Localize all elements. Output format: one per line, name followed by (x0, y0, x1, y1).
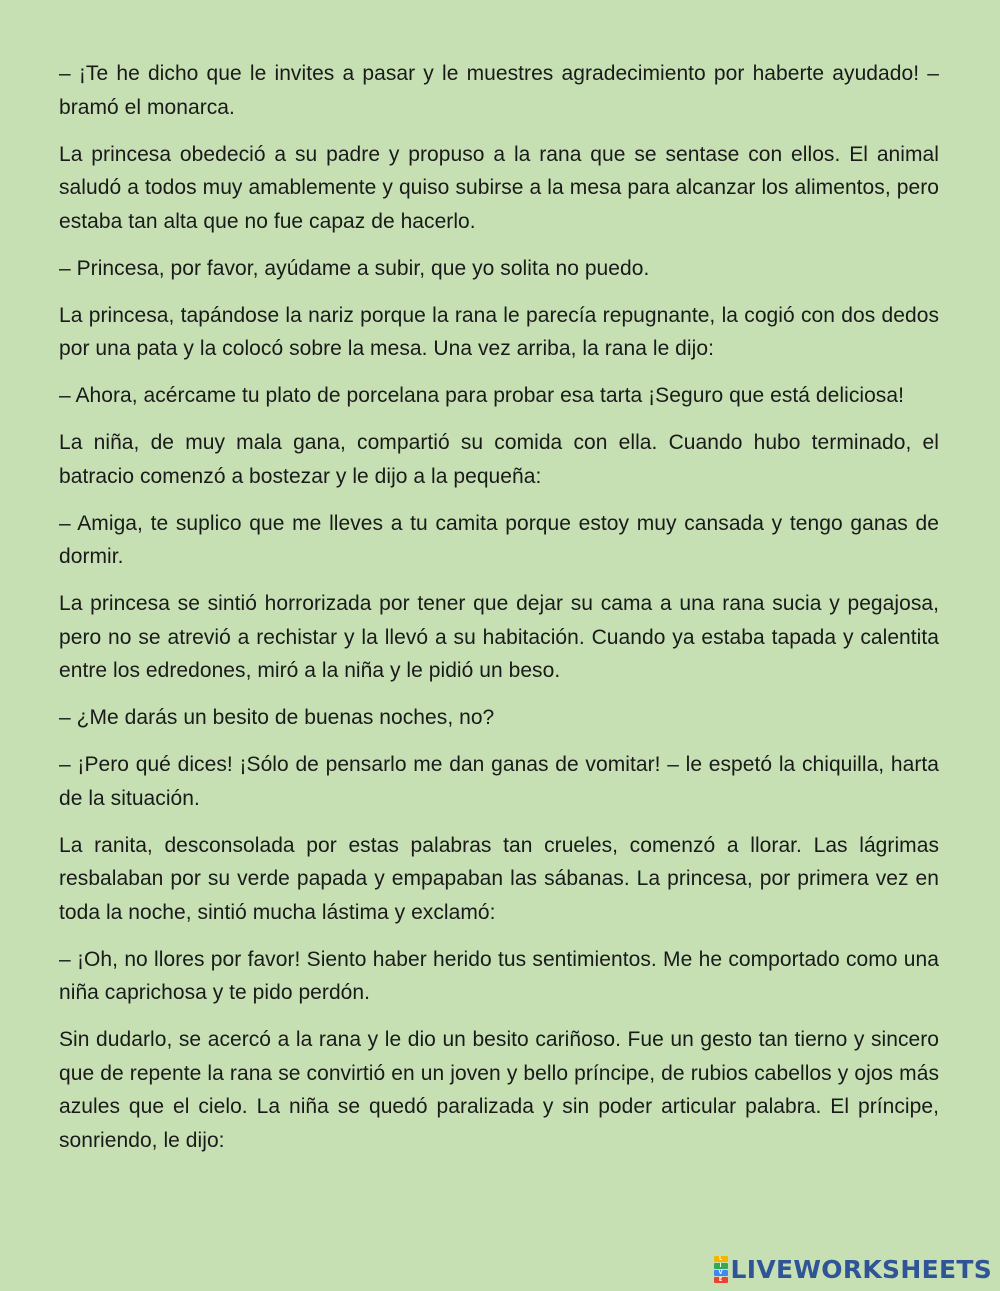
paragraph-12: – ¡Oh, no llores por favor! Siento haber herido tus sentimientos. Me he comportado como una niña caprichosa y te pido perdón. (59, 947, 939, 1004)
paragraph-4: La princesa, tapándose la nariz porque la rana le parecía repugnante, la cogió con dos dedos por una pata y la colocó sobre la mesa. Una vez arriba, la rana le dijo: (59, 303, 939, 360)
paragraph-8: La princesa se sintió horrorizada por tener que dejar su cama a una rana sucia y pegajosa, pero no se atrevió a rechistar y la llevó a su habitación. Cuando ya estaba tapada y calentita entre los edredones, miró a la niña y le pidió un beso. (59, 592, 939, 682)
logo-text: LIVEWORKSHEETS (730, 1254, 992, 1284)
paragraph-9: – ¿Me darás un besito de buenas noches, no? (59, 706, 495, 729)
paragraph-2: La princesa obedeció a su padre y propuso a la rana que se sentase con ellos. El animal saludó a todos muy amablemente y quiso subirse a la mesa para alcanzar los alimentos, pero estaba tan alta que no fue capaz de hacerlo. (59, 142, 939, 233)
paragraph-13: Sin dudarlo, se acercó a la rana y le dio un besito cariñoso. Fue un gesto tan tierno y sincero que de repente la rana se convirtió en un joven y bello príncipe, de rubios cabellos y ojos más azules que el cielo. La niña se quedó paralizada y sin poder articular palabra. El príncipe, sonriendo, le dijo: (59, 1028, 939, 1152)
paragraph-6: La niña, de muy mala gana, compartió su comida con ella. Cuando hubo terminado, el batracio comenzó a bostezar y le dijo a la pequeña: (59, 431, 939, 488)
logo-block: E (714, 1277, 728, 1283)
logo-block: V (714, 1270, 728, 1276)
story-text (59, 57, 939, 1171)
logo-mark-icon (714, 1256, 728, 1283)
paragraph-3: – Princesa, por favor, ayúdame a subir, que yo solita no puedo. (59, 256, 650, 280)
paragraph-1: – ¡Te he dicho que le invites a pasar y le muestres agradecimiento por haberte ayudado! – bramó el monarca. (59, 62, 939, 119)
logo-block: I (714, 1263, 728, 1269)
paragraph-11: La ranita, desconsolada por estas palabras tan crueles, comenzó a llorar. Las lágrimas resbalaban por su verde papada y empapaban las sábanas. La princesa, por primera vez en toda la noche, sintió mucha lástima y exclamó: (59, 833, 939, 924)
logo-block: L (714, 1256, 728, 1262)
paragraph-10: – ¡Pero qué dices! ¡Sólo de pensarlo me dan ganas de vomitar! – le espetó la chiquilla, harta de la situación. (59, 753, 939, 810)
paragraph-7: – Amiga, te suplico que me lleves a tu camita porque estoy muy cansada y tengo ganas de dormir. (59, 511, 939, 568)
liveworksheets-logo (714, 1256, 992, 1283)
paragraph-5: – Ahora, acércame tu plato de porcelana para probar esa tarta ¡Seguro que está deliciosa! (59, 384, 904, 407)
